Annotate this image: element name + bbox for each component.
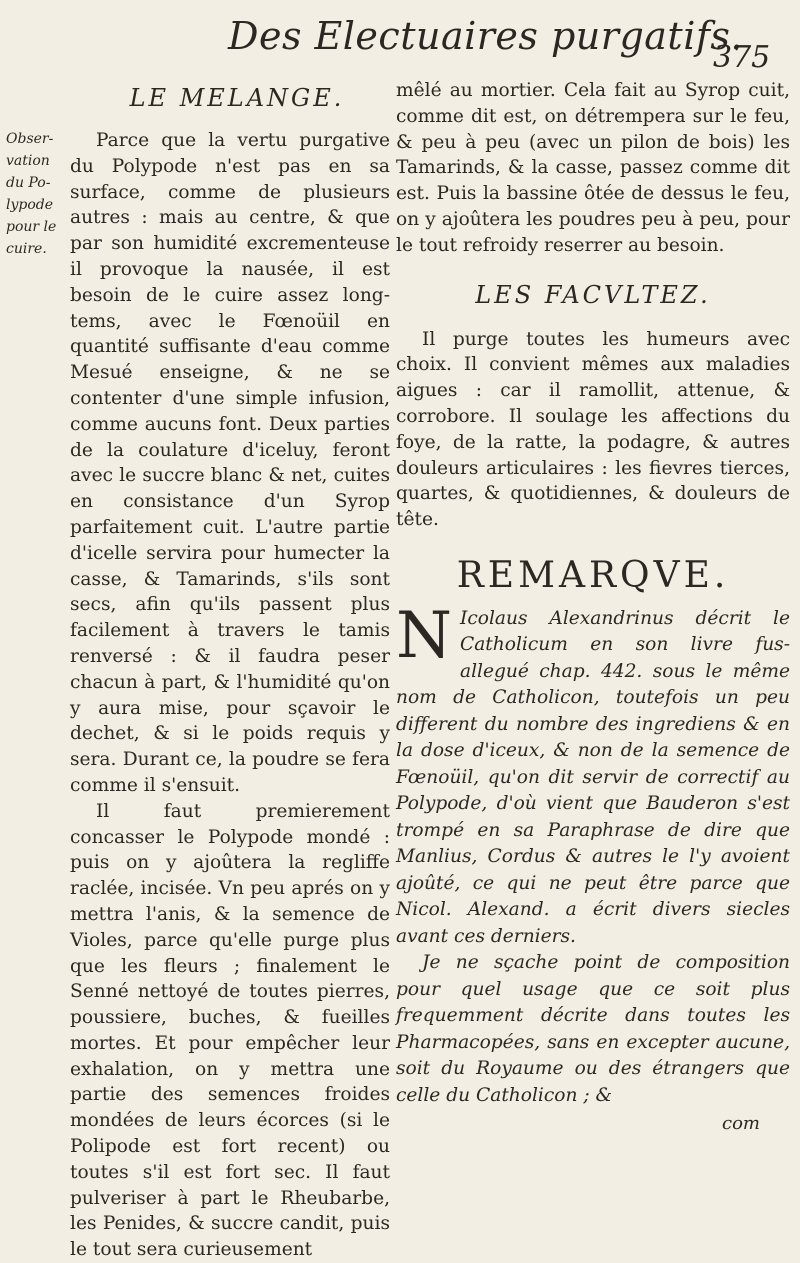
left-column (70, 84, 390, 1263)
drop-cap: N (396, 598, 452, 673)
running-head: Des Electuaires purgatifs. (228, 14, 743, 58)
section-heading-melange: LE MELANGE. (129, 84, 345, 112)
paragraph-continued: mêlé au mortier. Cela fait au Syrop cuit, comme dit est, on détrempera sur le feu, & peu à peu (avec un pilon de bois) les Tamarinds, & la casse, passez comme dit est. Puis la bassine ôtée de dessus le feu, on y ajoûtera les poudres peu à peu, pour le tout refroidy reserrer au besoin. (396, 80, 790, 256)
paragraph-remarque-1 (396, 598, 790, 951)
paragraph-remarque-2: Je ne sçache point de composition pour quel usage que ce soit plus frequemment décrite dans toutes les Pharmacopées, sans en excepter aucune, soit du Royaume ou des étrangers que celle du Catholicon ; & (396, 952, 790, 1106)
paragraph-melange-1: Parce que la vertu purgative du Polypode n'est pas en sa surface, comme de plusieurs autres : mais au centre, & que par son humidité excrementeuse il provoque la nausée, il est besoin de le cuire assez long-tems, avec le Fœnoüil en quantité suffisante d'eau comme Mesué enseigne, & ne se contenter d'une simple infusion, comme aucuns font. Deux parties de la coulature d'iceluy, feront avec le succre blanc & net, cuites en consistance d'un Syrop parfaitement cuit. L'autre partie d'icelle servira pour humecter la casse, & Tamarinds, s'ils sont secs, afin qu'ils passent plus facilement à travers le tamis renversé : & il faudra peser chacun à part, & l'humidité qu'on y aura mise, pour sçavoir le dechet, & si le poids requis y sera. Durant ce, la poudre se fera comme il s'ensuit. (70, 130, 390, 796)
section-heading-facultez: LES FACVLTEZ. (475, 280, 711, 309)
page-number: 375 (713, 40, 771, 75)
margin-note: Obser-vation du Po-lypode pour le cuire. (6, 131, 57, 257)
catchword: com (722, 1113, 760, 1135)
paragraph-melange-2: Il faut premierement concasser le Polypode mondé : puis on y ajoûtera la regliffe raclée, incisée. Vn peu aprés on y mettra l'anis, & la semence de Violes, parce qu'elle purge plus que les fleurs ; finalement le Senné nettoyé de toutes pierres, poussiere, buches, & fueilles mortes. Et pour empêcher leur exhalation, on y mettra une partie des semences froides mondées de leurs écorces (si le Polipode est fort recent) ou toutes s'il est fort sec. Il faut pulveriser à part le Rheubarbe, les Penides, & succre candit, puis le tout sera curieusement (70, 800, 390, 1261)
paragraph-remarque-1-text: Icolaus Alexandrinus décrit le Catholicum en son livre fus-allegué chap. 442. sous le même nom de Catholicon, toutefois un peu different du nombre des ingrediens & en la dose d'iceux, & non de la semence de Fœnoüil, qu'on dit servir de correctif au Polypode, d'où vient que Bauderon s'est trompé en sa Paraphrase de dire que Manlius, Cordus & autres le l'y avoient ajoûté, ce qui ne peut être parce que Nicol. Alexand. a écrit divers siecles avant ces derniers. (396, 607, 790, 947)
section-heading-remarque: REMARQVE. (456, 554, 730, 596)
right-column (396, 78, 790, 1134)
paragraph-facultez: Il purge toutes les humeurs avec choix. Il convient mêmes aux maladies aigues : car il ramollit, attenue, & corrobore. Il soulage les affections du foye, de la ratte, la podagre, & autres douleurs articulaires : les fievres tierces, quartes, & quotidiennes, & douleurs de tête. (396, 328, 790, 531)
